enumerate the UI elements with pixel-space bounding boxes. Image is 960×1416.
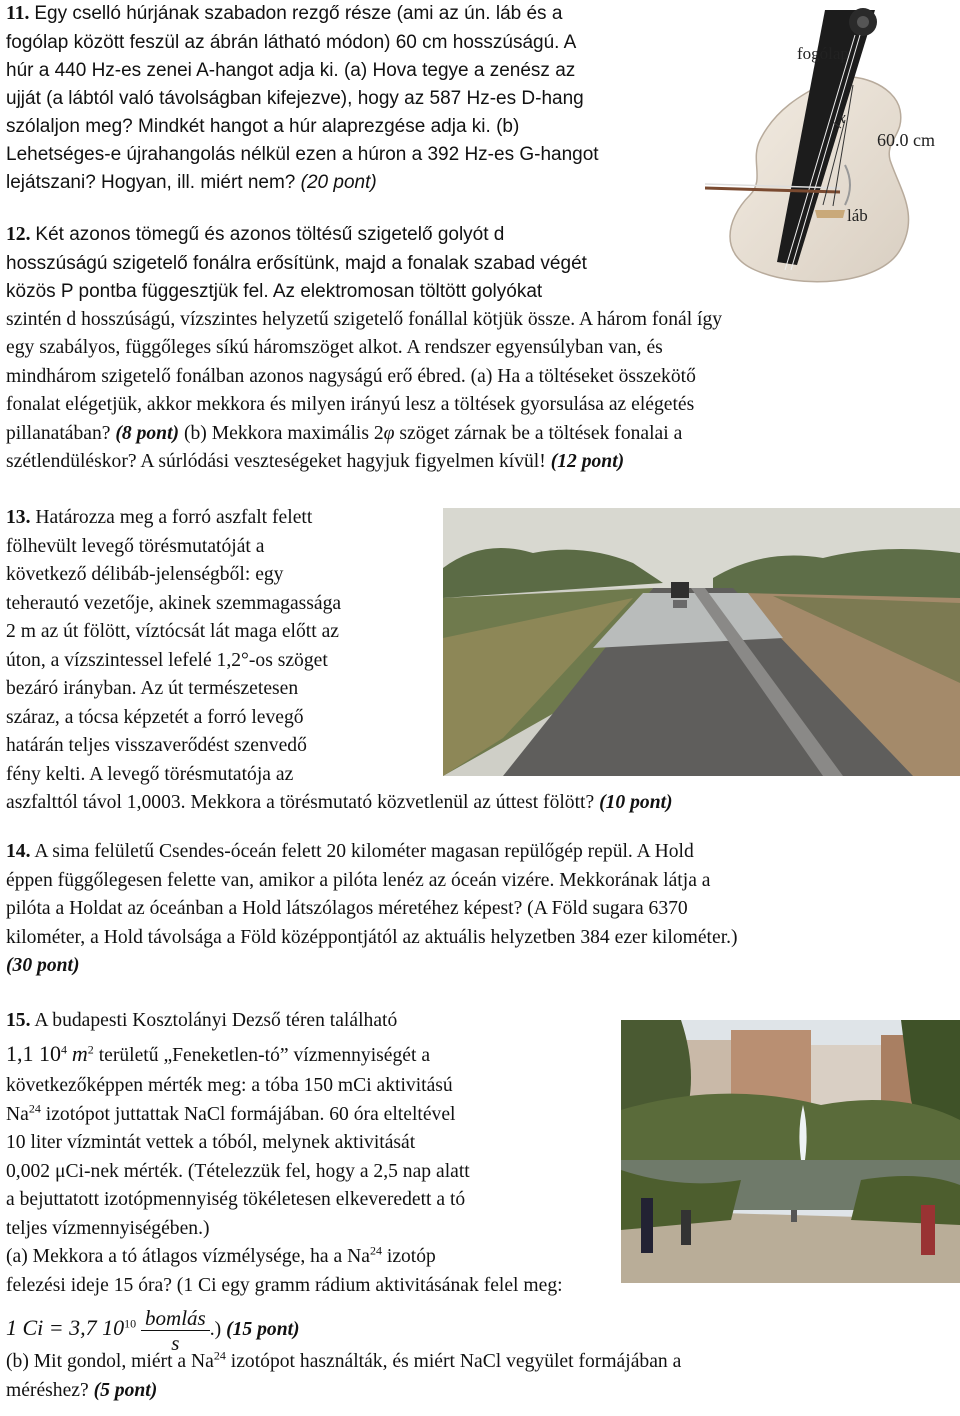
equation-exponent: 10 [124,1316,137,1331]
text-line: Határozza meg a forró aszfalt felett [35,507,313,528]
fraction-denominator: s [171,1331,180,1355]
text-line: szintén d hosszúságú, vízszintes helyzetű szigetelő fonállal kötjük össze. A három fonál így [6,308,723,330]
text-line: teljes vízmennyiségében.) [6,1217,210,1239]
points: (20 pont) [300,171,377,193]
text-line: A budapesti Kosztolányi Dezső téren található [34,1010,398,1031]
text-line: szólaljon meg? Mindkét hangot a húr alaprezgése adja ki. (b) [6,115,520,137]
points: (15 pont) [226,1319,300,1340]
label-length: 60.0 cm [877,130,935,150]
text-line: következő délibáb-jelenségből: egy [6,564,284,585]
text-fragment: (a) Mekkora a tó átlagos vízmélysége, ha a Na [6,1246,370,1267]
text-fragment: izotópot juttattak NaCl formájában. 60 óra elteltével [45,1103,456,1125]
text-line: Lehetséges-e újrahangolás nélkül ezen a húron a 392 Hz-es G-hangot [6,143,599,165]
text-line: lejátszani? Hogyan, ill. miért nem? [6,171,296,193]
mirage-road-image [443,508,960,776]
lake-photo [621,1020,960,1283]
text-fragment: területű „Feneketlen-tó” vízmennyiségét a [98,1044,431,1066]
points: (5 pont) [93,1379,158,1401]
isotope-mass: 24 [369,1243,382,1258]
points: (12 pont) [550,451,625,472]
fraction-numerator: bomlás [141,1306,210,1331]
points: (30 pont) [6,955,80,976]
problem-number: 11. [6,3,30,24]
text-line: fonalat elégetjük, akkor mekkora és milyen irányú lesz a töltések gyorsulása az elégetés [6,394,695,415]
text-fragment: (b) Mit gondol, miért a Na [6,1351,214,1372]
label-lab: láb [847,206,868,225]
problem-number: 15. [6,1010,31,1031]
text-fragment: izotópot használták, és miért NaCl vegyület formájában a [230,1351,682,1372]
text-line: pilóta a Holdat az óceánban a Hold látszólagos méretéhez képest? (A Föld sugara 6370 [6,898,688,919]
text-line: fény kelti. A levegő törésmutatója az [6,763,294,785]
text-line: a bejuttatott izotópmennyiség tökéletesen elkeveredett a tó [6,1189,466,1210]
text-line: Egy cselló húrjának szabadon rezgő része (ami az ún. láb és a [34,3,563,24]
points: (8 pont) [115,422,180,444]
text-fragment: szétlendüléskor? A súrlódási veszteségeket hagyjuk figyelmen kívül! [6,451,546,472]
text-line: hosszúságú szigetelő fonálra erősítünk, majd a fonalak szabad végét [6,252,587,274]
points: (10 pont) [599,792,673,813]
text-line: húr a 440 Hz-es zenei A-hangot adja ki. (a) Hova tegye a zenész az [6,59,576,81]
text-fragment: izotóp [386,1246,436,1267]
text-fragment: (b) Mekkora maximális 2 [183,422,384,444]
area-unit-exponent: 2 [87,1041,94,1056]
area-exponent: 4 [61,1041,67,1056]
equation: 1 Ci = 3,7 10 [6,1315,125,1340]
area-value: 1,1 10 [6,1040,61,1066]
problem-number: 14. [6,841,31,862]
text-line: 10 liter vízmintát vettek a tóból, melynek aktivitását [6,1132,416,1153]
text-line: teherautó vezetője, akinek szemmagassága [6,592,342,614]
label-x: x [838,108,846,127]
text-fragment: .) [209,1319,222,1340]
text-fragment: méréshez? [6,1379,89,1401]
problem-number: 12. [6,224,31,245]
text-line: felezési ideje 15 óra? (1 Ci egy gramm rádium aktivitásának felel meg: [6,1274,563,1296]
text-line: fogólap között feszül az ábrán látható módon) 60 cm hosszúságú. A [6,31,577,53]
problem-number: 13. [6,507,31,528]
text-line: bezáró irányban. Az út természetesen [6,678,299,699]
text-line: egy szabályos, függőleges síkú háromszöget alkot. A rendszer egyensúlyban van, és [6,337,663,358]
isotope-mass: 24 [213,1348,226,1363]
problem-12 [6,221,722,477]
text-line: száraz, a tócsa képzetét a forró levegő [6,706,304,728]
problem-15 [6,1007,681,1405]
text-line: 2 m az út fölött, víztócsát lát maga előtt az [6,621,339,642]
text-fragment: pillanatában? [6,422,111,444]
text-line: fölhevült levegő törésmutatóját a [6,535,265,557]
isotope-mass: 24 [28,1100,41,1115]
lake-image [621,1020,960,1283]
text-line: mindhárom szigetelő fonálban azonos nagyságú erő ébred. (a) Ha a töltéseket összekötő [6,365,696,387]
text-line: kilométer, a Hold távolsága a Föld középpontjától az aktuális helyzetben 384 ezer kilométer.) [6,926,738,948]
problem-14 [6,838,738,981]
text-fragment: szöget zárnak be a töltések fonalai a [399,422,683,444]
text-line: következőképpen mérték meg: a tóba 150 mCi aktivitású [6,1075,453,1096]
label-fogolap: fogólap [797,44,849,63]
cello-figure [705,0,960,285]
text-line: úton, a vízszintessel lefelé 1,2°-os szöget [6,649,328,671]
text-line: közös P pontba függesztjük fel. Az elektromosan töltött golyókat [6,280,543,302]
isotope-symbol: Na [6,1103,29,1125]
text-line: ujját (a lábtól való távolságban kifejezve), hogy az 587 Hz-es D-hang [6,87,584,109]
text-line: Két azonos tömegű és azonos töltésű szigetelő golyót d [35,224,505,245]
text-line: 0,002 μCi-nek mérték. (Tételezzük fel, hogy a 2,5 nap alatt [6,1160,470,1182]
mirage-road-photo [443,508,960,776]
text-line: A sima felületű Csendes-óceán felett 20 kilométer magasan repülőgép repül. A Hold [34,841,694,862]
text-line: határán teljes visszaverődést szenvedő [6,735,307,756]
text-line: aszfalttól távol 1,0003. Mekkora a törésmutató közvetlenül az úttest fölött? [6,792,595,813]
phi-symbol: φ [383,422,395,444]
text-line: éppen függőlegesen felette van, amikor a pilóta lenéz az óceán vizére. Mekkorának látja a [6,869,711,891]
area-unit: m [71,1040,88,1066]
problem-11 [6,0,599,197]
